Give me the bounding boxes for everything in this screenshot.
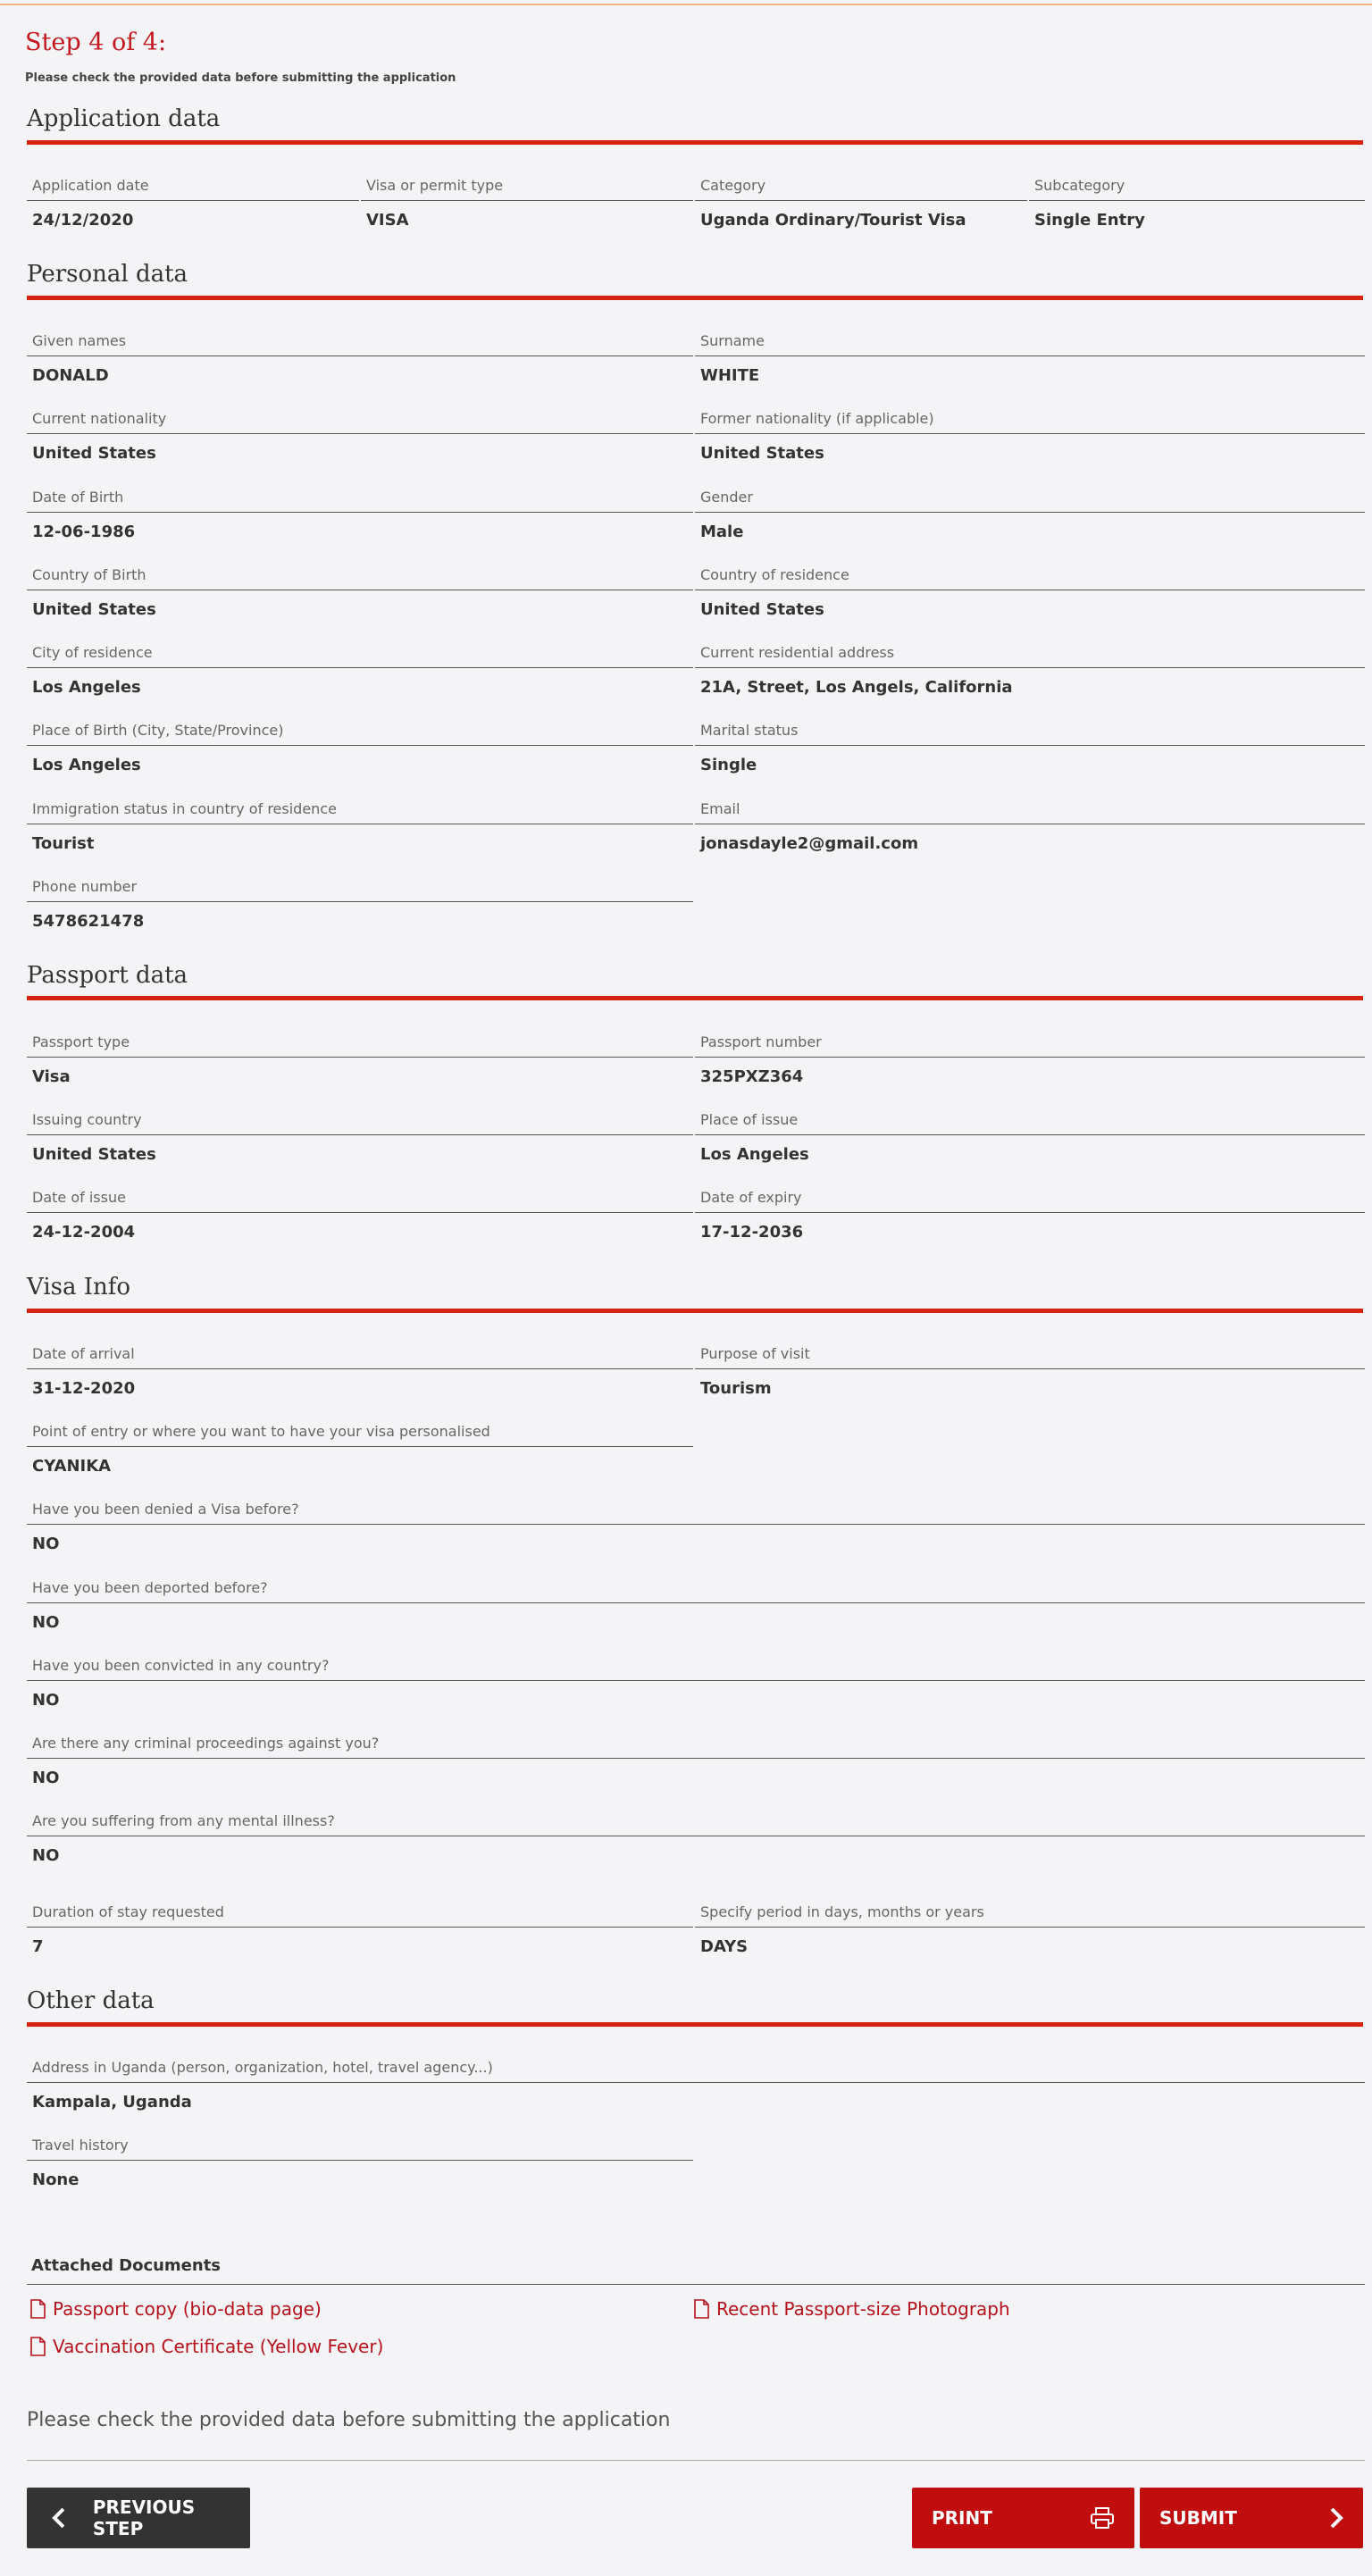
field-underline [27,2160,693,2161]
field-label: Travel history [32,2137,129,2154]
field-underline [27,1927,693,1928]
field-value: VISA [366,211,409,230]
field-label: Phone number [32,878,138,895]
field-label: Immigration status in country of residence [32,800,337,817]
field-underline [27,1680,1365,1681]
field-label: Passport number [700,1033,822,1050]
field-value: 24-12-2004 [32,1223,136,1242]
field-value: 21A, Street, Los Angels, California [700,678,1013,697]
attachment-vaccination-link[interactable] [30,2336,383,2357]
field-underline [695,512,1365,513]
attachment-label[interactable]: Vaccination Certificate (Yellow Fever) [53,2336,384,2357]
field-underline [695,1927,1365,1928]
field-value: United States [700,600,824,619]
other-section-title: Other data [27,1987,155,2014]
field-underline [27,1057,693,1058]
visa-section-title: Visa Info [27,1274,131,1301]
field-label: Passport type [32,1033,130,1050]
field-label: Specify period in days, months or years [700,1903,984,1920]
field-label: Purpose of visit [700,1345,810,1362]
field-underline [27,745,693,746]
submit-button[interactable] [1140,2488,1363,2548]
field-label: Issuing country [32,1111,142,1128]
field-value: jonasdayle2@gmail.com [700,834,919,853]
previous-step-button[interactable] [27,2488,250,2548]
section-divider [27,1309,1363,1313]
field-label: Are there any criminal proceedings against you? [32,1735,380,1752]
field-label: Are you suffering from any mental illness? [32,1812,335,1829]
field-value: Visa [32,1067,71,1086]
field-underline [27,2082,1365,2083]
field-value: DAYS [700,1937,749,1956]
field-label: Current residential address [700,644,895,661]
field-underline [27,901,693,902]
field-underline [1029,200,1365,201]
attachments-title: Attached Documents [31,2256,222,2275]
field-value: Tourist [32,834,95,853]
field-underline [27,1602,1365,1603]
field-underline [27,200,359,201]
previous-step-label: PREVIOUS STEP [92,2497,196,2539]
field-label: Email [700,800,740,817]
field-underline [695,667,1365,668]
field-label: Former nationality (if applicable) [700,410,934,427]
chevron-right-icon [1329,2507,1343,2529]
field-value: Single Entry [1034,211,1145,230]
field-value: DONALD [32,366,109,385]
field-value: 325PXZ364 [700,1067,804,1086]
attachment-passport-copy-link[interactable] [30,2298,322,2320]
field-underline [695,433,1365,434]
field-value: Los Angeles [700,1145,809,1164]
field-value: 24/12/2020 [32,211,134,230]
field-value: Los Angeles [32,678,141,697]
field-value: United States [700,444,824,463]
field-label: Subcategory [1034,177,1125,194]
field-label: Surname [700,332,765,349]
field-label: Visa or permit type [366,177,504,194]
field-label: Country of residence [700,566,849,583]
field-label: Have you been deported before? [32,1579,268,1596]
field-value: Uganda Ordinary/Tourist Visa [700,211,966,230]
field-value: NO [32,1535,60,1553]
passport-section-title: Passport data [27,962,188,989]
field-value: Single [700,756,757,774]
field-underline [27,1524,1365,1525]
field-label: Given names [32,332,127,349]
field-underline [27,1446,693,1447]
field-label: Country of Birth [32,566,146,583]
chevron-left-icon [52,2507,66,2529]
section-divider [27,996,1363,1000]
field-value: NO [32,1846,60,1865]
field-value: Los Angeles [32,756,141,774]
field-underline [27,1212,693,1213]
step-subtitle: Please check the provided data before submitting the application [25,71,456,85]
section-divider [27,140,1363,145]
attachment-label[interactable]: Passport copy (bio-data page) [53,2298,322,2320]
footer-divider [27,2460,1365,2461]
field-value: NO [32,1613,60,1632]
field-underline [695,355,1365,356]
personal-section-title: Personal data [27,261,188,288]
field-label: Gender [700,489,753,506]
field-label: Have you been convicted in any country? [32,1657,330,1674]
attachment-label[interactable]: Recent Passport-size Photograph [716,2298,1010,2320]
printer-icon [1090,2507,1115,2529]
field-value: CYANIKA [32,1457,112,1476]
document-icon [694,2299,709,2319]
field-label: Date of arrival [32,1345,135,1362]
submit-label: SUBMIT [1159,2507,1237,2529]
field-value: WHITE [700,366,760,385]
section-divider [27,2022,1363,2027]
field-underline [695,1057,1365,1058]
field-label: Category [700,177,766,194]
document-icon [30,2337,46,2356]
field-underline [695,745,1365,746]
field-value: 17-12-2036 [700,1223,804,1242]
field-value: 31-12-2020 [32,1379,136,1398]
field-value: 5478621478 [32,912,145,931]
field-label: Application date [32,177,149,194]
field-underline [27,1134,693,1135]
field-label: Point of entry or where you want to have your visa personalised [32,1423,490,1440]
field-label: Have you been denied a Visa before? [32,1501,299,1518]
check-note: Please check the provided data before submitting the application [27,2409,671,2431]
attachment-photograph-link[interactable] [694,2298,1010,2320]
field-value: United States [32,444,156,463]
field-value: 12-06-1986 [32,523,136,541]
field-label: Place of issue [700,1111,799,1128]
step-title: Step 4 of 4: [25,29,167,56]
field-label: Duration of stay requested [32,1903,224,1920]
field-value: Tourism [700,1379,772,1398]
field-underline [695,1368,1365,1369]
field-value: United States [32,1145,156,1164]
field-label: Date of issue [32,1189,126,1206]
field-underline [27,512,693,513]
application-section-title: Application data [27,105,221,132]
field-label: Place of Birth (City, State/Province) [32,722,284,739]
field-underline [27,355,693,356]
field-label: Date of expiry [700,1189,802,1206]
field-value: NO [32,1769,60,1787]
field-label: Address in Uganda (person, organization, hotel, travel agency...) [32,2059,493,2076]
print-button[interactable] [912,2488,1134,2548]
field-value: Male [700,523,744,541]
field-value: 7 [32,1937,44,1956]
field-value: Kampala, Uganda [32,2093,192,2112]
field-value: NO [32,1691,60,1710]
field-underline [27,1368,693,1369]
field-underline [361,200,693,201]
field-underline [27,667,693,668]
attachments-divider [27,2284,1365,2285]
field-underline [27,1758,1365,1759]
field-label: City of residence [32,644,153,661]
section-divider [27,296,1363,300]
field-value: None [32,2170,79,2189]
field-label: Current nationality [32,410,167,427]
field-label: Marital status [700,722,799,739]
document-icon [30,2299,46,2319]
field-underline [695,200,1027,201]
top-accent-line [0,4,1372,5]
print-label: PRINT [932,2507,992,2529]
field-underline [695,1212,1365,1213]
field-underline [695,1134,1365,1135]
field-underline [27,433,693,434]
field-value: United States [32,600,156,619]
field-label: Date of Birth [32,489,124,506]
